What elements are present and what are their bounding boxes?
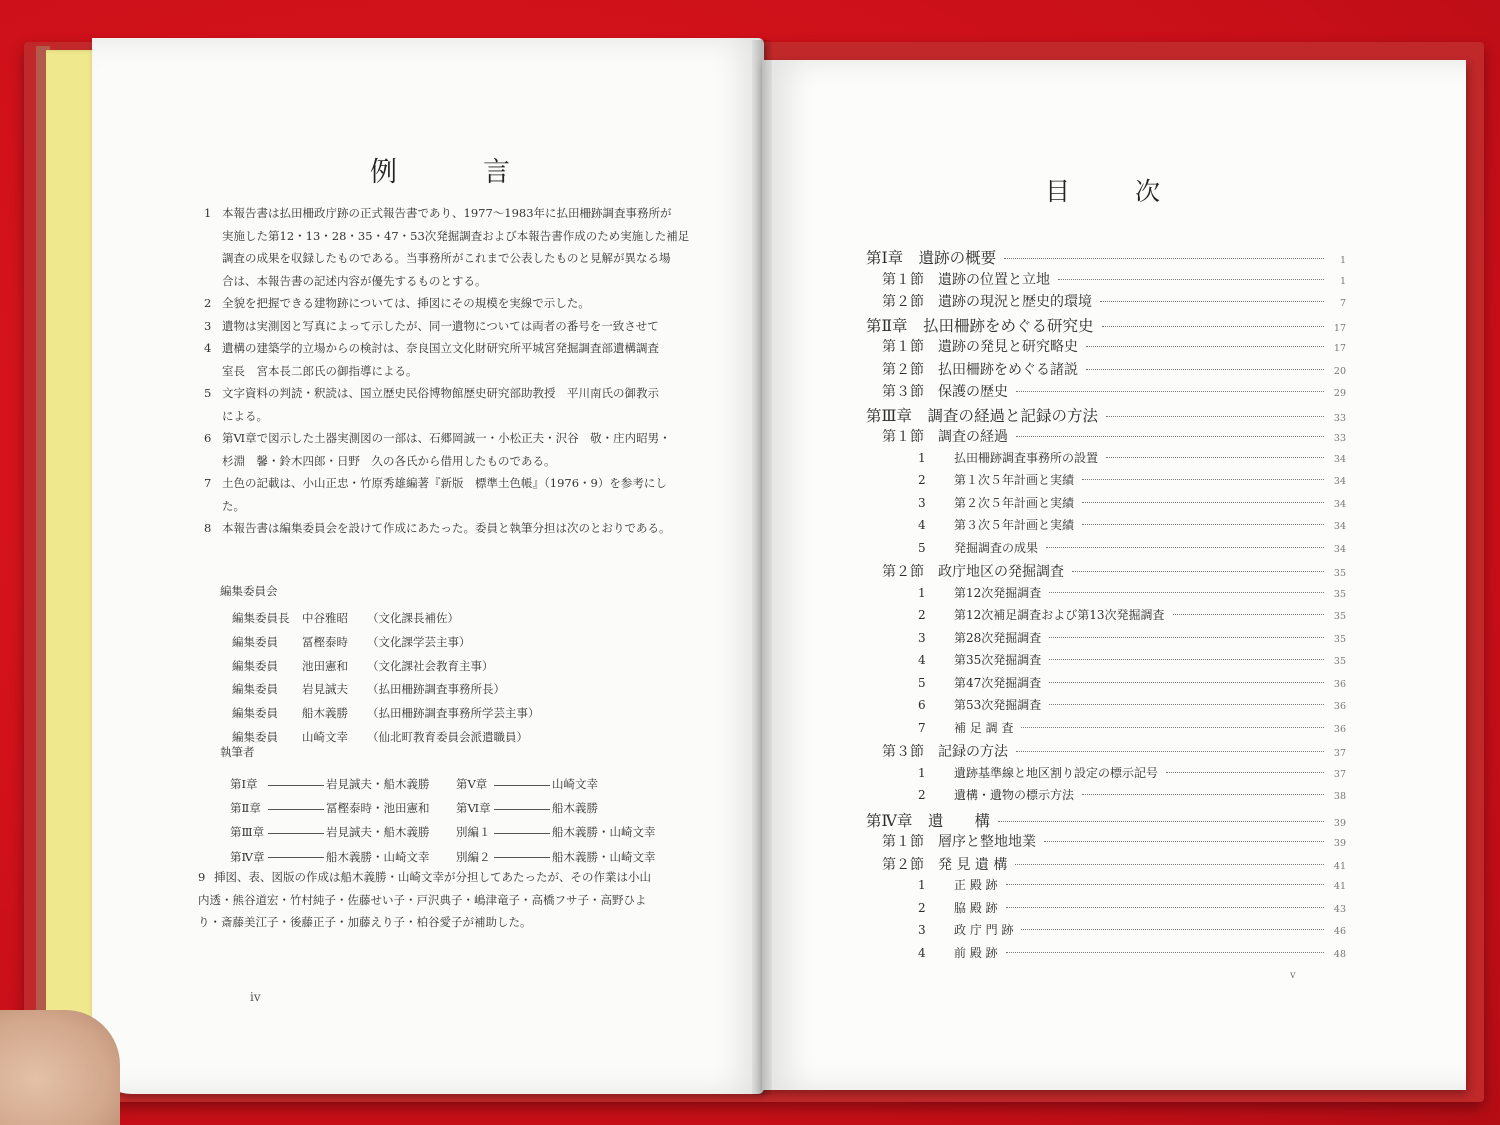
toc-item-number: 4 (918, 945, 926, 960)
writers-row (230, 820, 682, 844)
note-item (198, 315, 698, 338)
toc-page-number: 48 (1333, 948, 1346, 960)
leader-line (268, 785, 324, 786)
writer-entry (230, 772, 456, 796)
member-role: 編集委員 (232, 729, 278, 744)
toc-item-number: 2 (918, 788, 926, 802)
toc-page-number: 37 (1333, 748, 1346, 759)
dot-leader (1086, 346, 1324, 347)
committee-member (232, 655, 540, 679)
writer-chapter: 第Ⅰ章 (230, 777, 258, 791)
writer-entry (230, 796, 456, 820)
toc-page-number: 36 (1333, 723, 1346, 735)
leader-line (494, 809, 550, 810)
member-name: 中谷雅昭 (302, 611, 348, 625)
toc-page-number: 35 (1333, 568, 1346, 579)
toc-label (918, 764, 1158, 781)
toc-page-number: 35 (1333, 656, 1346, 667)
toc-page-number: 41 (1333, 860, 1346, 872)
toc-item-number: 5 (918, 540, 926, 555)
toc-entry (866, 764, 1346, 787)
note-line: 本報告書は編集委員会を設けて作成にあたった。委員と執筆分担は次のとおりである。 (222, 521, 671, 535)
toc-item-title: 第２次５年計画と実績 (954, 495, 1075, 510)
toc-page-number: 33 (1333, 412, 1346, 424)
member-affiliation: （払田柵跡調査事務所長） (367, 682, 505, 697)
writer-names: 船木義勝・山崎文幸 (552, 825, 656, 840)
member-name: 池田憲和 (302, 658, 348, 673)
writer-names: 山崎文幸 (552, 777, 598, 791)
toc-page-number: 46 (1333, 926, 1346, 937)
writer-chapter: 第Ⅵ章 (456, 801, 491, 816)
toc-label: 第Ⅲ章 調査の経過と記録の方法 (866, 406, 1098, 425)
toc-label (918, 719, 1013, 736)
toc-label (918, 606, 1165, 623)
toc-page-number: 34 (1333, 521, 1346, 532)
member-affiliation: （文化課学芸主事） (367, 634, 471, 649)
toc-item-title: 補 足 調 査 (954, 720, 1014, 735)
toc-title (1045, 172, 1160, 208)
note-line: た。 (222, 498, 245, 513)
toc-page-number: 36 (1333, 701, 1346, 712)
toc-label: 第３節 記録の方法 (882, 744, 1008, 760)
dot-leader (1015, 864, 1324, 865)
toc-label: 第２節 遺跡の現況と歴史的環境 (882, 294, 1092, 310)
toc-page-number: 7 (1339, 298, 1346, 309)
note-item (198, 472, 698, 517)
toc-entry (866, 606, 1346, 629)
toc-entry (866, 854, 1346, 877)
dot-leader (1173, 614, 1324, 615)
toc-label (918, 696, 1041, 713)
note-number: 8 (204, 521, 212, 535)
writer-chapter: 第Ⅲ章 (230, 825, 265, 840)
toc-page-number: 29 (1333, 388, 1346, 399)
toc-entry (866, 381, 1346, 404)
writer-names: 冨樫泰時・池田憲和 (326, 801, 430, 816)
toc-entry (866, 719, 1346, 742)
committee-member (232, 726, 540, 750)
writer-chapter: 第Ⅴ章 (456, 777, 488, 791)
toc-label: 第２節 政庁地区の発掘調査 (882, 564, 1064, 580)
writer-entry (456, 772, 682, 796)
toc-label: 第３節 保護の歴史 (882, 384, 1008, 400)
note-line: 室長 宮本長二郎氏の御指導による。 (222, 363, 418, 378)
note-number: 9 (198, 870, 206, 884)
note-line: 第Ⅵ章で図示した土器実測図の一部は、石郷岡誠一・小松正夫・沢谷 敬・庄内昭男・ (222, 431, 671, 445)
committee-member (232, 702, 540, 726)
note-9 (198, 866, 698, 934)
toc-item-number: 1 (918, 450, 926, 465)
dot-leader (1016, 391, 1324, 392)
writers-heading: 執筆者 (220, 745, 255, 759)
note-line: 土色の記載は、小山正忠・竹原秀雄編著『新版 標準土色帳』（1976・9）を参考にし (222, 476, 667, 490)
toc-item-title: 遺跡基準線と地区割り設定の標示記号 (954, 765, 1159, 780)
toc-page-number: 17 (1333, 343, 1346, 354)
toc-page-number: 37 (1333, 768, 1346, 780)
note-item (198, 427, 698, 472)
toc-page-number: 34 (1333, 543, 1346, 555)
toc-page-number: 1 (1339, 275, 1346, 287)
toc-page-number: 39 (1333, 817, 1346, 829)
note-line: 調査の成果を収録したものである。当事務所がこれまで公表したものと見解が異なる場 (222, 251, 671, 265)
toc-entry (866, 561, 1346, 584)
toc-entry (866, 741, 1346, 764)
toc-item-number: 4 (918, 653, 926, 667)
toc-page-number: 33 (1333, 433, 1346, 444)
toc-entry (866, 696, 1346, 719)
note-item (198, 382, 698, 427)
member-role: 編集委員 (232, 706, 278, 721)
dot-leader (1021, 727, 1324, 728)
toc-item-title: 政 庁 門 跡 (954, 923, 1014, 937)
toc-item-title: 第35次発掘調査 (954, 653, 1042, 667)
note-number: 5 (204, 386, 212, 400)
title-char: 言 (483, 157, 510, 188)
toc-entry (866, 651, 1346, 674)
toc-page-number: 35 (1333, 611, 1346, 622)
member-name: 冨樫泰時 (302, 634, 348, 649)
note-item (198, 517, 698, 540)
leader-line (268, 809, 324, 810)
leader-line (268, 833, 324, 834)
dot-leader (1004, 258, 1324, 259)
toc-entry (866, 336, 1346, 359)
toc-item-number: 6 (918, 698, 926, 712)
toc-item-number: 1 (918, 878, 926, 892)
dot-leader (1044, 841, 1324, 842)
writers-list (230, 772, 682, 869)
toc-entry (866, 944, 1346, 967)
toc-page-number: 35 (1333, 588, 1346, 600)
toc-page-number: 34 (1333, 453, 1346, 465)
toc-entry (866, 786, 1346, 809)
toc-label (918, 921, 1013, 938)
toc-entry (866, 584, 1346, 607)
dot-leader (1086, 369, 1324, 370)
toc-label: 第１節 層序と整地地業 (882, 834, 1036, 850)
toc-label (918, 651, 1041, 668)
toc-item-number: 2 (918, 608, 926, 622)
note-number: 4 (204, 341, 212, 355)
note-number: 2 (204, 296, 212, 310)
member-name: 船木義勝 (302, 706, 348, 721)
toc-item-title: 脇 殿 跡 (954, 900, 998, 915)
toc-label: 第Ⅰ章 遺跡の概要 (866, 249, 997, 267)
dot-leader (1049, 637, 1324, 638)
toc-entry (866, 899, 1346, 922)
toc-entry (866, 809, 1346, 832)
toc-label (918, 786, 1074, 803)
toc-item-title: 正 殿 跡 (954, 878, 998, 892)
toc-label (918, 629, 1041, 646)
toc-page-number: 36 (1333, 678, 1346, 690)
title-char: 次 (1134, 177, 1160, 206)
dot-leader (1006, 907, 1324, 908)
toc-label: 第１節 遺跡の発見と研究略史 (882, 339, 1078, 355)
toc-entry (866, 539, 1346, 562)
toc-entry (866, 921, 1346, 944)
right-page-number: v (1290, 970, 1296, 981)
writer-names: 船木義勝・山崎文幸 (326, 849, 430, 864)
committee-member (232, 631, 540, 655)
note-number: 3 (204, 318, 212, 333)
dot-leader (1082, 524, 1324, 525)
toc-item-title: 払田柵跡調査事務所の設置 (954, 450, 1099, 465)
toc-page-number: 1 (1339, 255, 1346, 266)
toc-item-number: 3 (918, 630, 926, 645)
dot-leader (1021, 929, 1324, 930)
writer-names: 船木義勝 (552, 801, 598, 816)
member-role: 編集委員長 (232, 611, 290, 625)
toc-page-number: 35 (1333, 633, 1346, 645)
toc-entry (866, 269, 1346, 292)
note-line: 杉淵 馨・鈴木四郎・日野 久の各氏から借用したものである。 (222, 453, 556, 468)
dot-leader (1100, 301, 1324, 302)
writer-entry (456, 796, 682, 820)
toc-item-number: 2 (918, 900, 926, 915)
toc-item-number: 5 (918, 675, 926, 690)
member-name: 岩見誠夫 (302, 682, 348, 697)
toc-item-number: 1 (918, 585, 926, 600)
toc-entry (866, 314, 1346, 337)
committee-heading: 編集委員会 (220, 584, 278, 598)
dot-leader (1049, 592, 1324, 593)
note-line: 内透・熊谷道宏・竹村純子・佐藤せい子・戸沢典子・嶋津竜子・高橋フサ子・高野ひよ (198, 892, 647, 907)
left-page-title (370, 150, 510, 189)
committee-member (232, 607, 540, 631)
note-line: り・斎藤美江子・後藤正子・加藤えり子・柏谷愛子が補助した。 (198, 915, 532, 929)
thumb (0, 1010, 120, 1125)
toc-entry (866, 359, 1346, 382)
toc-item-number: 7 (918, 720, 926, 735)
toc-item-title: 第28次発掘調査 (954, 630, 1042, 645)
writer-chapter: 別編１ (456, 825, 491, 840)
toc-label: 第１節 遺跡の位置と立地 (882, 271, 1050, 288)
toc-item-title: 第12次補足調査および第13次発掘調査 (954, 608, 1165, 622)
toc-item-number: 3 (918, 923, 926, 937)
dot-leader (1006, 884, 1324, 885)
note-line: 全貌を把握できる建物跡については、挿図にその規模を実線で示した。 (222, 296, 590, 310)
dot-leader (1016, 751, 1324, 752)
leader-line (268, 857, 324, 858)
dot-leader (1082, 502, 1324, 503)
note-number: 7 (204, 476, 212, 490)
committee-list (232, 607, 540, 750)
toc-entry (866, 674, 1346, 697)
toc-item-title: 前 殿 跡 (954, 945, 998, 960)
toc-page-number: 39 (1333, 838, 1346, 849)
toc-page-number: 34 (1333, 476, 1346, 487)
toc-label: 第Ⅳ章 遺 構 (866, 811, 990, 830)
leader-line (494, 833, 550, 834)
writer-entry (456, 820, 682, 844)
committee-member (232, 678, 540, 702)
member-role: 編集委員 (232, 634, 278, 649)
dot-leader (1106, 457, 1324, 458)
left-page[interactable] (92, 38, 764, 1094)
note-line: 遺構の建築学的立場からの検討は、奈良国立文化財研究所平城宮発掘調査部遺構調査 (222, 341, 659, 355)
writer-chapter: 別編２ (456, 849, 491, 864)
toc-page-number: 20 (1333, 365, 1346, 377)
note-item (198, 202, 698, 292)
note-line: による。 (222, 408, 268, 423)
toc-item-title: 第３次５年計画と実績 (954, 518, 1075, 532)
title-char: 目 (1045, 177, 1071, 206)
toc-item-title: 第47次発掘調査 (954, 675, 1042, 690)
member-name: 山崎文幸 (302, 729, 348, 744)
table-of-contents (866, 246, 1346, 966)
dot-leader (998, 821, 1324, 822)
dot-leader (1006, 952, 1324, 953)
dot-leader (1058, 279, 1324, 280)
writer-names: 岩見誠夫・船木義勝 (326, 825, 430, 840)
toc-label (918, 494, 1074, 511)
member-affiliation: （文化課長補佐） (367, 611, 459, 625)
toc-label (918, 539, 1038, 556)
member-role: 編集委員 (232, 658, 278, 673)
toc-item-number: 2 (918, 473, 926, 487)
toc-item-title: 第１次５年計画と実績 (954, 473, 1075, 487)
toc-entry (866, 494, 1346, 517)
toc-item-number: 4 (918, 518, 926, 532)
note-item (198, 866, 698, 934)
toc-page-number: 38 (1333, 791, 1346, 802)
note-line: 文字資料の判読・釈読は、国立歴史民俗博物館歴史研究部助教授 平川南氏の御教示 (222, 386, 659, 400)
toc-entry (866, 831, 1346, 854)
note-number: 1 (204, 206, 212, 220)
toc-label: 第２節 発 見 遺 構 (882, 856, 1008, 873)
toc-item-number: 3 (918, 495, 926, 510)
title-char: 例 (370, 157, 397, 188)
toc-label (918, 471, 1074, 488)
toc-entry (866, 246, 1346, 269)
toc-label: 第Ⅱ章 払田柵跡をめぐる研究史 (866, 316, 1094, 335)
toc-label (918, 899, 998, 916)
notes-list (198, 202, 698, 540)
toc-entry (866, 291, 1346, 314)
toc-label (918, 584, 1041, 601)
note-item (198, 337, 698, 382)
toc-item-title: 第12次発掘調査 (954, 585, 1042, 600)
member-affiliation: （払田柵跡調査事務所学芸主事） (367, 706, 540, 721)
toc-page-number: 17 (1333, 322, 1346, 334)
leader-line (494, 785, 550, 786)
dot-leader (1049, 682, 1324, 683)
writers-row (230, 796, 682, 820)
toc-entry (866, 426, 1346, 449)
dot-leader (1106, 416, 1324, 417)
toc-label (918, 449, 1098, 466)
toc-item-title: 第53次発掘調査 (954, 698, 1042, 712)
toc-label: 第２節 払田柵跡をめぐる諸説 (882, 361, 1078, 378)
toc-page-number: 43 (1333, 903, 1346, 915)
toc-label (918, 876, 998, 893)
note-item (198, 292, 698, 315)
dot-leader (1016, 436, 1324, 437)
member-affiliation: （仙北町教育委員会派遣職員） (367, 729, 528, 744)
toc-label (918, 516, 1074, 533)
dot-leader (1166, 772, 1324, 773)
dot-leader (1102, 326, 1324, 327)
leader-line (494, 857, 550, 858)
writer-entry (230, 820, 456, 844)
toc-label: 第１節 調査の経過 (882, 429, 1008, 445)
dot-leader (1049, 704, 1324, 705)
note-line: 遺物は実測図と写真によって示したが、同一遺物については両者の番号を一致させて (222, 318, 659, 333)
writer-chapter: 第Ⅳ章 (230, 849, 265, 864)
toc-entry (866, 516, 1346, 539)
note-line: 合は、本報告書の記述内容が優先するものとする。 (222, 273, 487, 288)
writer-names: 岩見誠夫・船木義勝 (326, 777, 430, 791)
toc-item-number: 1 (918, 765, 926, 780)
toc-entry (866, 629, 1346, 652)
dot-leader (1082, 479, 1324, 480)
dot-leader (1049, 659, 1324, 660)
dot-leader (1082, 794, 1324, 795)
toc-label (918, 944, 998, 961)
toc-page-number: 41 (1333, 881, 1346, 892)
toc-entry (866, 449, 1346, 472)
book-gutter (752, 40, 772, 1095)
note-line: 本報告書は払田柵政庁跡の正式報告書であり、1977〜1983年に払田柵跡調査事務所が (222, 206, 672, 220)
toc-entry (866, 471, 1346, 494)
writer-chapter: 第Ⅱ章 (230, 801, 261, 816)
note-line: 挿図、表、図版の作成は船木義勝・山崎文幸が分担してあたったが、その作業は小山 (214, 870, 651, 884)
member-role: 編集委員 (232, 682, 278, 697)
writers-row (230, 772, 682, 796)
note-line: 実施した第12・13・28・35・47・53次発掘調査および本報告書作成のため実施した補足 (222, 228, 690, 243)
writer-names: 船木義勝・山崎文幸 (552, 849, 656, 864)
toc-item-title: 遺構・遺物の標示方法 (954, 788, 1075, 802)
toc-label (918, 674, 1041, 691)
toc-item-title: 発掘調査の成果 (954, 540, 1039, 555)
note-number: 6 (204, 431, 212, 445)
toc-entry (866, 876, 1346, 899)
dot-leader (1046, 547, 1324, 548)
toc-page-number: 34 (1333, 498, 1346, 510)
left-page-number: iv (250, 990, 261, 1004)
member-affiliation: （文化課社会教育主事） (367, 658, 494, 673)
toc-entry (866, 404, 1346, 427)
dot-leader (1072, 571, 1324, 572)
